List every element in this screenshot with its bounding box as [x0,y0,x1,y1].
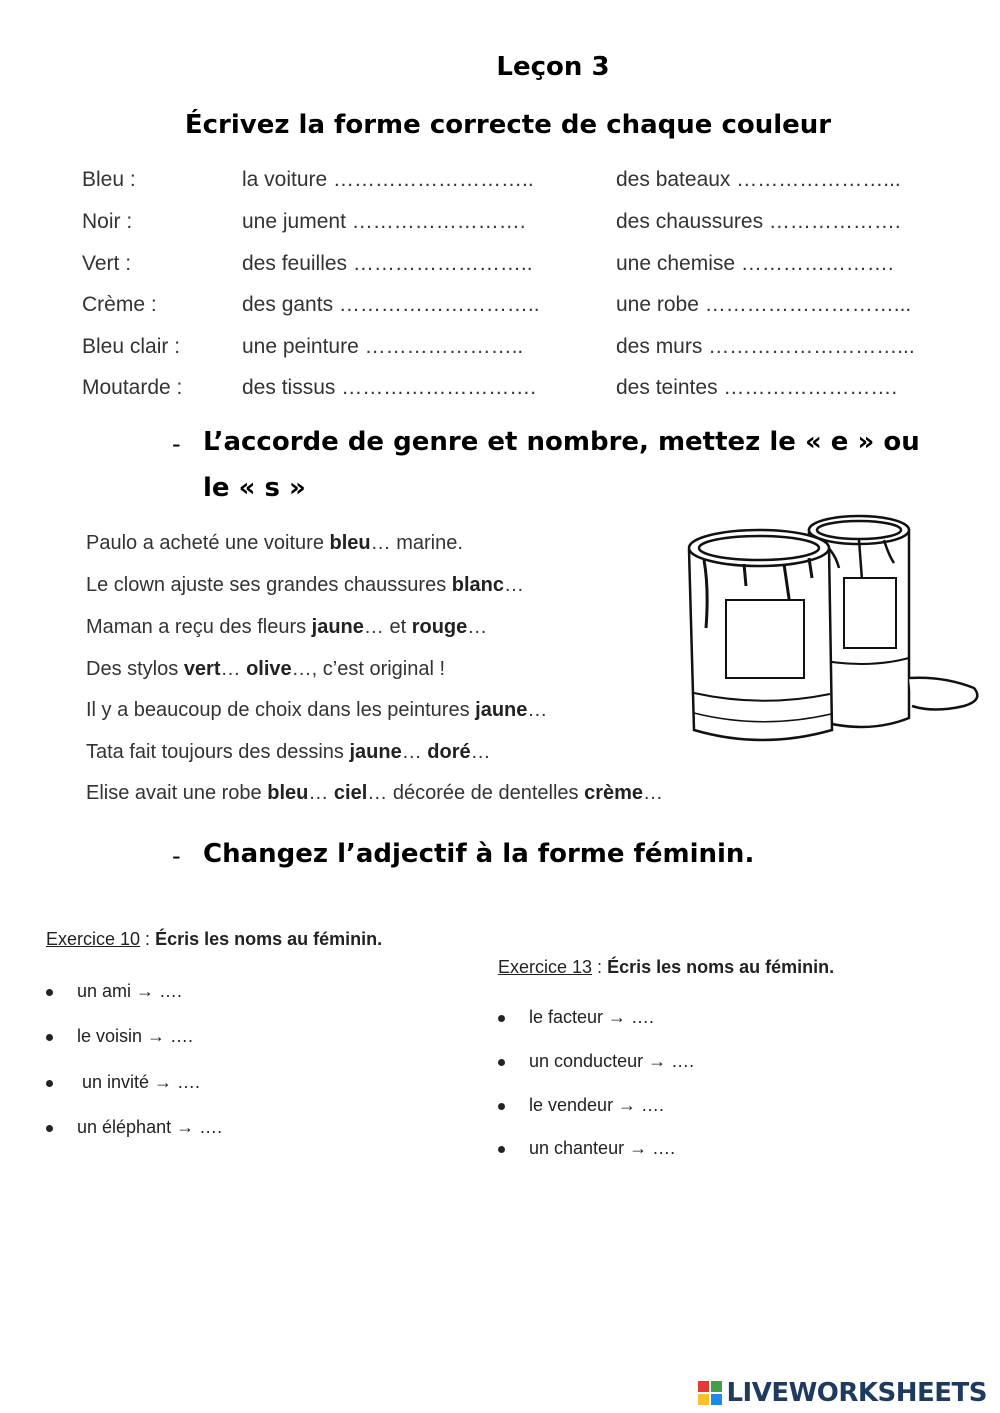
sentence-text: … [504,574,525,596]
blank-item[interactable]: la voiture ……………………….. [242,168,534,191]
blank-item[interactable]: des chaussures ………………. [616,210,901,233]
sentence-text: Paulo a acheté une voiture [86,532,330,554]
sentence-text: Maman a reçu des fleurs [86,616,312,638]
sentence-text: … [401,741,428,763]
sentence-text: … [467,616,488,638]
sentence [86,532,463,555]
sentence-text: … [220,658,247,680]
logo-text: LIVEWORKSHEETS [726,1378,987,1408]
color-label: Noir : [82,210,133,233]
sentence [86,699,547,722]
list-item-text: un éléphant → …. [77,1117,223,1137]
exercise-subtitle: Écrivez la forme correcte de chaque couleur [184,110,832,140]
separator: : [140,929,156,949]
bullet-icon [498,1015,505,1022]
color-word[interactable]: rouge [411,616,468,638]
blank-item[interactable]: des murs ………………………... [616,335,915,358]
color-label: Vert : [82,252,132,275]
blank-item[interactable]: des teintes ……………………. [616,376,898,399]
color-label: Bleu : [82,168,136,191]
color-label: Bleu clair : [82,335,181,358]
sentence-text: Il y a beaucoup de choix dans les peintures [86,699,476,721]
sentence [86,658,445,681]
list-item[interactable] [46,1117,222,1138]
separator: : [592,957,608,977]
blank-item[interactable]: une chemise …………………. [616,252,894,275]
sentence [86,616,487,639]
bullet-dash: - [172,842,181,870]
sentence-text: Des stylos [86,658,184,680]
bullet-icon [498,1059,505,1066]
color-label: Moutarde : [82,376,183,399]
color-word[interactable]: jaune [475,699,528,721]
sentence-text: …, c’est original ! [291,658,446,680]
section-heading-feminine: Changez l’adjectif à la forme féminin. [203,839,755,869]
bullet-icon [46,1034,53,1041]
blank-item[interactable]: des tissus ………………………. [242,376,537,399]
color-word[interactable]: olive [246,658,292,680]
list-item[interactable] [46,1072,200,1093]
sentence-text: Elise avait une robe [86,782,268,804]
list-item-text: le vendeur → …. [529,1095,665,1115]
blank-item[interactable]: une robe ………………………... [616,293,912,316]
sentence [86,741,491,764]
list-item[interactable] [498,1138,675,1159]
bullet-icon [46,1125,53,1132]
list-item-text: un chanteur → …. [529,1138,676,1158]
sentence-text: Le clown ajuste ses grandes chaussures [86,574,452,596]
list-item[interactable] [498,1007,654,1028]
blank-item[interactable]: des bateaux …………………... [616,168,901,191]
bullet-dash: - [172,430,181,458]
liveworksheets-logo[interactable] [698,1378,987,1408]
color-word[interactable]: blanc [451,574,505,596]
color-word[interactable]: jaune [311,616,364,638]
exercise-13-title [498,957,834,978]
lesson-title: Leçon 3 [496,52,610,82]
color-word[interactable]: doré [427,741,471,763]
exercise-10-title [46,929,382,950]
sentence-text: … décorée de dentelles [367,782,585,804]
logo-icon [698,1381,722,1405]
list-item[interactable] [46,981,182,1002]
blank-item[interactable]: des feuilles …………………….. [242,252,533,275]
exercise-10-label: Exercice 10 [46,929,141,949]
color-word[interactable]: crème [584,782,644,804]
paint-cans-illustration [684,508,984,748]
heading-line-2: le « s » [203,473,306,503]
sentence [86,574,524,597]
sentence-text: … [527,699,548,721]
color-word[interactable]: bleu [267,782,309,804]
color-word[interactable]: jaune [349,741,402,763]
color-word[interactable]: bleu [329,532,371,554]
sentence-text: … [308,782,334,804]
section-heading-agreement [203,419,943,511]
blank-item[interactable]: une jument ……………………. [242,210,526,233]
blank-item[interactable]: des gants ……………………….. [242,293,540,316]
blank-item[interactable]: une peinture ………………….. [242,335,524,358]
exercise-10-instruction: Écris les noms au féminin. [155,929,383,949]
list-item-text: un invité → …. [77,1072,201,1092]
bullet-icon [46,989,53,996]
color-word[interactable]: ciel [333,782,368,804]
sentence-text: … [643,782,664,804]
sentence-text: Tata fait toujours des dessins [86,741,350,763]
heading-line-1: L’accorde de genre et nombre, mettez le « e » ou [203,427,920,457]
list-item[interactable] [498,1095,664,1116]
bullet-icon [498,1103,505,1110]
sentence [86,782,663,805]
list-item[interactable] [46,1026,193,1047]
color-label: Crème : [82,293,157,316]
bullet-icon [46,1080,53,1087]
sentence-text: … et [363,616,412,638]
color-word[interactable]: vert [183,658,221,680]
sentence-text: … marine. [370,532,463,554]
exercise-13-instruction: Écris les noms au féminin. [607,957,835,977]
list-item-text: le voisin → …. [77,1026,194,1046]
list-item-text: le facteur → …. [529,1007,655,1027]
exercise-13-label: Exercice 13 [498,957,593,977]
list-item-text: un ami → …. [77,981,183,1001]
bullet-icon [498,1146,505,1153]
list-item-text: un conducteur → …. [529,1051,695,1071]
list-item[interactable] [498,1051,694,1072]
sentence-text: … [470,741,491,763]
